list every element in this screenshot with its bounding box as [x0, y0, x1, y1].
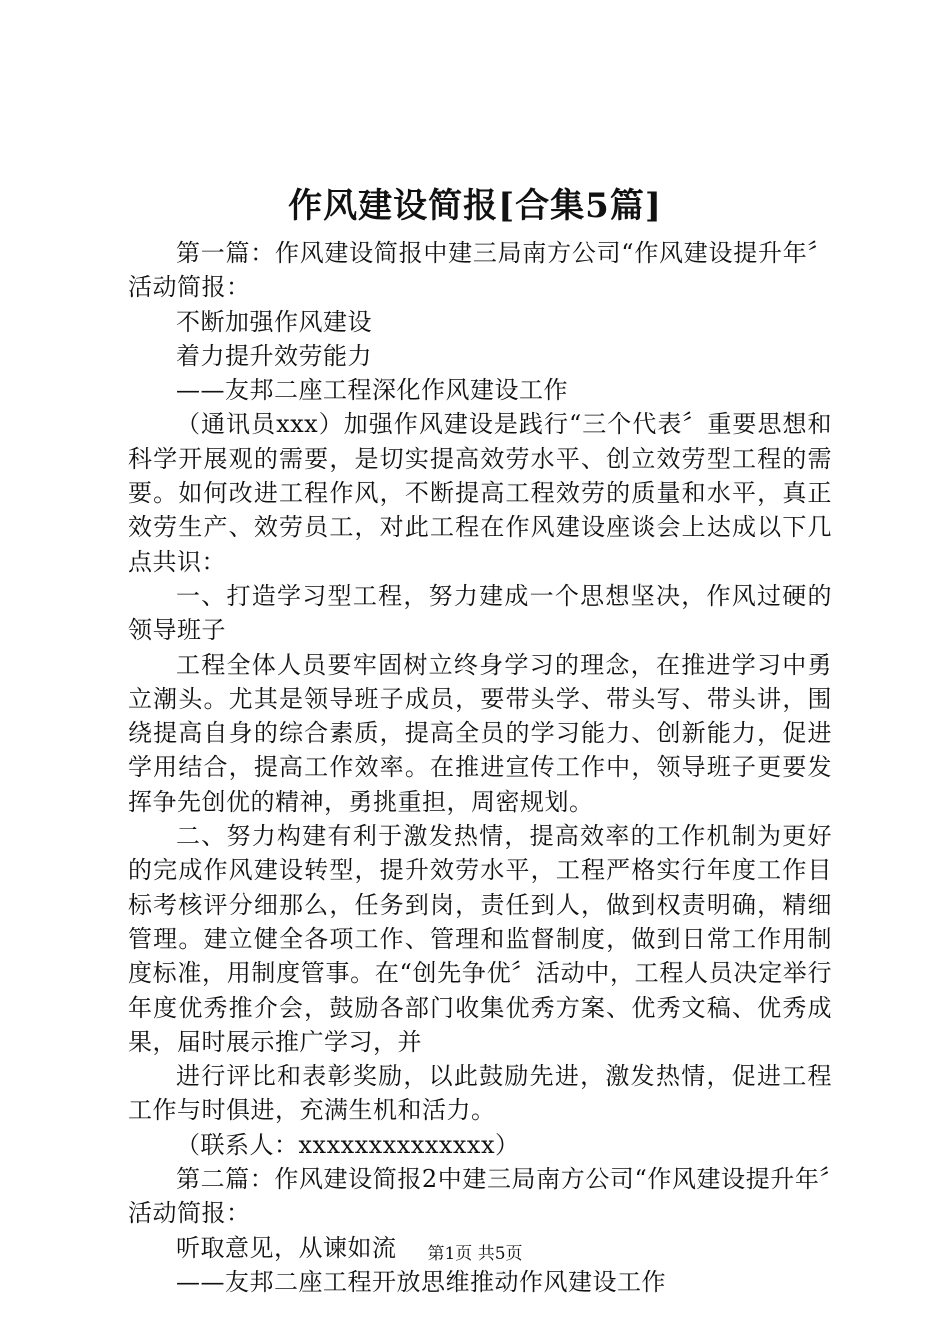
paragraph: 听取意见，从谏如流 [176, 1233, 397, 1262]
paragraph: （通讯员xxx）加强作风建设是践行“三个代表〞重要思想和科学开展观的需要，是切实提高效劳水平、创立效劳型工程的需要。如何改进工程作风，不断提高工程效劳的质量和水平，真正效劳生产、效劳员工，对此工程在作风建设座谈会上达成以下几点共识： [128, 410, 832, 576]
document-title: 作风建设简报[合集5篇] [288, 186, 662, 226]
paragraph: 着力提升效劳能力 [176, 341, 372, 370]
paragraph: 第一篇：作风建设简报中建三局南方公司“作风建设提升年〞活动简报： [128, 239, 832, 302]
paragraph: 二、努力构建有利于激发热情，提高效率的工作机制为更好的完成作风建设转型，提升效劳水平，工程严格实行年度工作目标考核评分细那么，任务到岗，责任到人，做到权责明确，精细管理。建立健全各项工作、管理和监督制度，做到日常工作用制度标准，用制度管事。在“创先争优〞活动中，工程人员决定举行年度优秀推介会，鼓励各部门收集优秀方案、优秀文稿、优秀成果，届时展示推广学习，并 [128, 822, 832, 1056]
paragraph: 不断加强作风建设 [176, 307, 372, 336]
document-body [128, 236, 832, 1299]
paragraph: 工程全体人员要牢固树立终身学习的理念，在推进学习中勇立潮头。尤其是领导班子成员，要带头学、带头写、带头讲，围绕提高自身的综合素质，提高全员的学习能力、创新能力，促进学用结合，提高工作效率。在推进宣传工作中，领导班子更要发挥争先创优的精神，勇挑重担，周密规划。 [128, 650, 832, 816]
page-footer: 第1页 共5页 [427, 1244, 523, 1264]
paragraph: 进行评比和表彰奖励，以此鼓励先进，激发热情，促进工程工作与时俱进，充满生机和活力。 [128, 1062, 832, 1125]
paragraph: ——友邦二座工程深化作风建设工作 [176, 376, 568, 405]
paragraph: 一、打造学习型工程，努力建成一个思想坚决，作风过硬的领导班子 [128, 581, 832, 645]
paragraph: 第二篇：作风建设简报2中建三局南方公司“作风建设提升年〞活动简报： [128, 1165, 832, 1228]
paragraph: （联系人：xxxxxxxxxxxxxx） [176, 1130, 520, 1159]
paragraph: ——友邦二座工程开放思维推动作风建设工作 [176, 1267, 666, 1296]
